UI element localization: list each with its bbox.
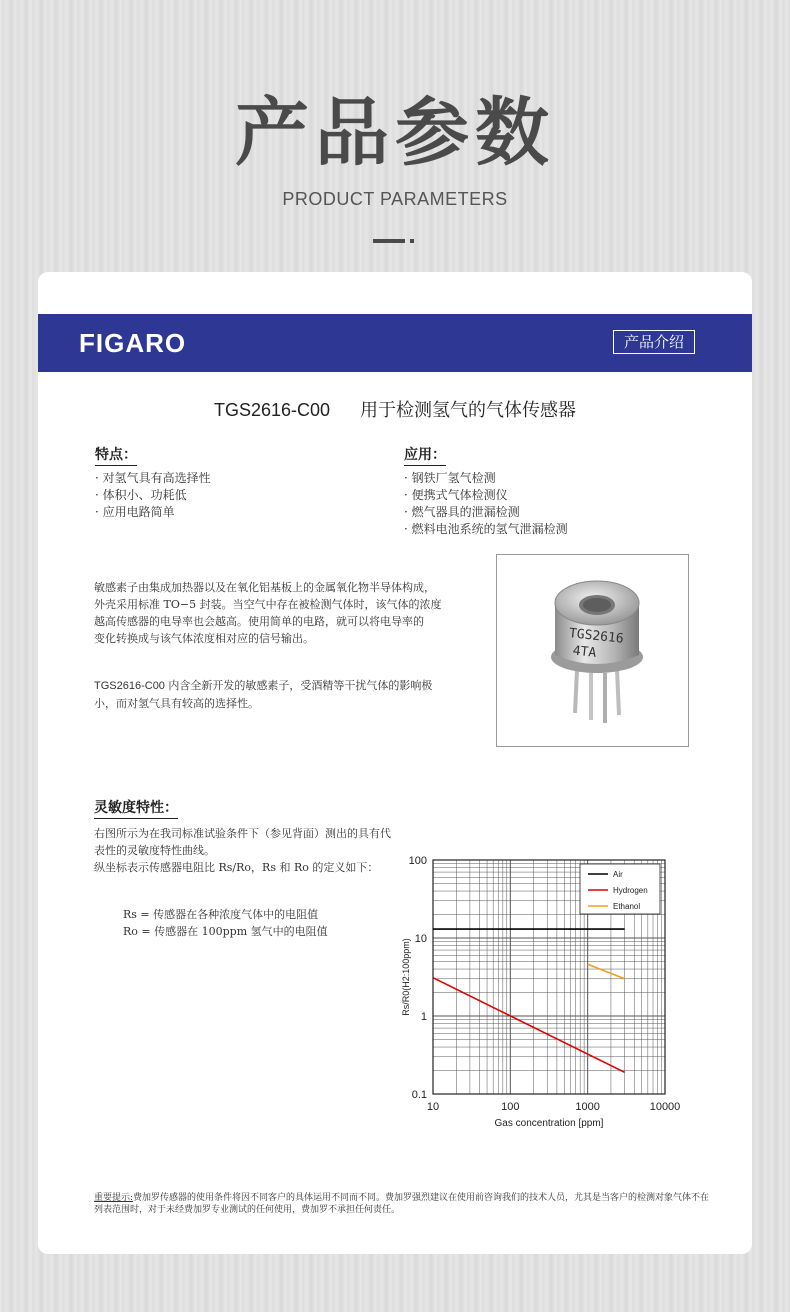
sensitivity-paragraph: [94, 825, 414, 876]
product-intro-button[interactable]: 产品介绍: [613, 330, 695, 354]
rs-definition: Rs = 传感器在各种浓度气体中的电阻值: [123, 908, 319, 921]
sensor-marking: TGS2616: [568, 626, 625, 647]
sensitivity-line: 纵坐标表示传感器电阻比 Rs/Ro，Rs 和 Ro 的定义如下：: [94, 861, 379, 874]
features-heading: 特点：: [95, 444, 137, 466]
ro-definition: Ro = 传感器在 100ppm 氢气中的电阻值: [123, 925, 328, 938]
model-name: TGS2616-C00: [213, 400, 331, 420]
y-tick-label: 100: [408, 855, 427, 867]
header-divider: [373, 239, 405, 243]
selectivity-line: 小，而对氢气具有较高的选择性。: [94, 697, 259, 710]
brand-banner: [38, 314, 752, 372]
sensor-image: [497, 555, 688, 746]
description-line: 敏感素子由集成加热器以及在氧化铝基板上的金属氧化物半导体构成，: [94, 581, 435, 594]
legend-label: Ethanol: [613, 902, 641, 911]
document-title: [38, 396, 752, 422]
chart-svg: [393, 842, 733, 1132]
y-axis-label: Rs/R0(H2:100ppm): [401, 938, 411, 1016]
notice-label: 重要提示:: [94, 1193, 134, 1203]
x-tick-label: 10000: [649, 1101, 681, 1113]
selectivity-line: 内含全新开发的敏感素子，受酒精等干扰气体的影响极: [164, 679, 433, 692]
list-item: · 燃气器具的泄漏检测: [404, 505, 520, 519]
description-line: 越高传感器的电导率也会越高。使用简单的电路，就可以将电导率的: [94, 615, 424, 628]
x-axis-label: Gas concentration [ppm]: [494, 1118, 604, 1129]
series-line-ethanol: [588, 964, 625, 979]
x-tick-label: 1000: [575, 1101, 600, 1113]
list-item: · 对氢气具有高选择性: [95, 471, 211, 485]
resistance-definitions: [123, 906, 383, 940]
product-photo: [496, 554, 689, 747]
figaro-logo: FIGARO: [79, 328, 187, 358]
sensitivity-chart: [393, 842, 733, 1136]
page-header-subtitle: PRODUCT PARAMETERS: [282, 189, 508, 209]
applications-list: [404, 470, 568, 538]
series-line-hydrogen: [433, 978, 625, 1073]
features-list: [95, 470, 211, 521]
y-tick-label: 0.1: [411, 1089, 427, 1101]
list-item: · 应用电路简单: [95, 505, 175, 519]
list-item: · 体积小、功耗低: [95, 488, 187, 502]
model-reference: TGS2616-C00: [94, 680, 165, 692]
sensitivity-heading: 灵敏度特性：: [94, 797, 178, 819]
important-notice: [94, 1192, 714, 1216]
sensitivity-line: 表性的灵敏度特性曲线。: [94, 844, 215, 857]
description-line: 变化转换成与该气体浓度相对应的信号输出。: [94, 632, 314, 645]
sensitivity-line: 右图所示为在我司标准试验条件下（参见背面）测出的具有代: [94, 827, 391, 840]
description-line: 外壳采用标准 TO−5 封装。当空气中存在被检测气体时，该气体的浓度: [94, 598, 442, 611]
header-divider-dot: [410, 239, 414, 243]
legend-label: Hydrogen: [613, 886, 648, 895]
page-header-title: 产品参数: [235, 90, 555, 176]
legend-label: Air: [613, 870, 623, 879]
description-paragraph: [94, 579, 474, 647]
applications-heading: 应用：: [404, 444, 446, 466]
y-tick-label: 10: [414, 933, 427, 945]
datasheet-card: [38, 272, 752, 1254]
sensor-marking: 4TA: [571, 643, 597, 661]
list-item: · 便携式气体检测仪: [404, 488, 508, 502]
selectivity-paragraph: [94, 677, 484, 712]
notice-text: 费加罗传感器的使用条件将因不同客户的具体运用不同而不同。费加罗强烈建议在使用前咨询我们的技术人员，尤其是当客户的检测对象气体不在列表范围时，对于未经费加罗专业测试的任何使用，费加罗不承担任何责任。: [94, 1193, 710, 1215]
product-description-title: 用于检测氢气的气体传感器: [360, 400, 577, 421]
x-tick-label: 100: [501, 1101, 520, 1113]
list-item: · 钢铁厂氢气检测: [404, 471, 496, 485]
x-tick-label: 10: [426, 1101, 440, 1113]
list-item: · 燃料电池系统的氢气泄漏检测: [404, 522, 568, 536]
y-tick-label: 1: [420, 1011, 427, 1023]
